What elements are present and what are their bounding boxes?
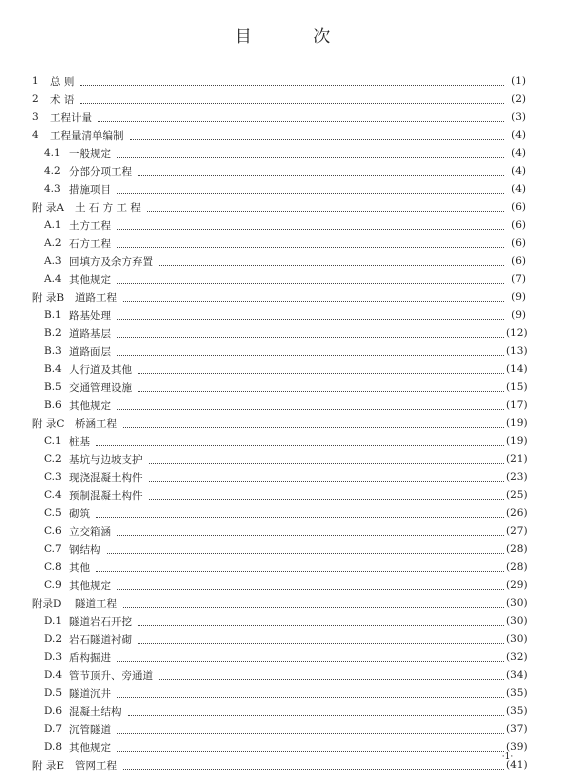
toc-entry-number: D.5 xyxy=(44,687,63,699)
toc-entry[interactable] xyxy=(0,432,565,450)
dot-leader xyxy=(117,192,504,194)
toc-entry-number: C.7 xyxy=(44,543,62,555)
toc-entry-number: 4 xyxy=(32,129,39,141)
toc-entry[interactable] xyxy=(0,288,565,306)
dot-leader xyxy=(117,354,504,356)
dot-leader xyxy=(159,264,504,266)
toc-entry-page: (32) xyxy=(506,651,528,663)
toc-entry-number: B.5 xyxy=(44,381,62,393)
toc-entry-page: (25) xyxy=(506,489,528,501)
toc-entry[interactable] xyxy=(0,234,565,252)
toc-entry[interactable] xyxy=(0,378,565,396)
toc-entry-label: 管网工程 xyxy=(75,759,117,772)
toc-entry[interactable] xyxy=(0,558,565,576)
toc-entry-page: (6) xyxy=(511,255,526,267)
toc-entry[interactable] xyxy=(0,720,565,738)
toc-entry-label: 基坑与边坡支护 xyxy=(69,453,143,466)
dot-leader xyxy=(117,246,504,248)
toc-entry-label: 工程计量 xyxy=(50,111,92,124)
toc-entry-page: (1) xyxy=(511,75,526,87)
toc-entry-label: 桩基 xyxy=(69,435,90,448)
toc-entry-label: 土 石 方 工 程 xyxy=(75,201,141,214)
toc-entry[interactable] xyxy=(0,540,565,558)
toc-entry-label: 回填方及余方弃置 xyxy=(69,255,153,268)
toc-entry-number: C.8 xyxy=(44,561,62,573)
toc-entry-page: (29) xyxy=(506,579,528,591)
toc-entry[interactable] xyxy=(0,666,565,684)
toc-entry-label: 其他规定 xyxy=(69,579,111,592)
dot-leader xyxy=(117,156,504,158)
toc-entry-label: 道路基层 xyxy=(69,327,111,340)
dot-leader xyxy=(98,120,504,122)
toc-entry-page: (30) xyxy=(506,597,528,609)
toc-entry-page: (6) xyxy=(511,219,526,231)
toc-entry-label: 管节顶升、旁通道 xyxy=(69,669,153,682)
dot-leader xyxy=(117,696,504,698)
dot-leader xyxy=(138,372,504,374)
dot-leader xyxy=(117,228,504,230)
dot-leader xyxy=(96,516,504,518)
toc-entry-number: B.4 xyxy=(44,363,62,375)
toc-entry-label: 预制混凝土构件 xyxy=(69,489,143,502)
toc-entry[interactable] xyxy=(0,108,565,126)
toc-entry-label: 道路工程 xyxy=(75,291,117,304)
toc-entry-page: (4) xyxy=(511,129,526,141)
toc-entry-number: 附 录A xyxy=(32,201,64,214)
toc-entry[interactable] xyxy=(0,702,565,720)
dot-leader xyxy=(138,390,504,392)
toc-entry-page: (34) xyxy=(506,669,528,681)
toc-entry[interactable] xyxy=(0,450,565,468)
toc-entry-label: 砌筑 xyxy=(69,507,90,520)
dot-leader xyxy=(138,174,504,176)
toc-entry-number: D.1 xyxy=(44,615,63,627)
toc-entry-page: (28) xyxy=(506,543,528,555)
toc-entry-label: 岩石隧道衬砌 xyxy=(69,633,132,646)
toc-entry[interactable] xyxy=(0,252,565,270)
toc-entry-page: (6) xyxy=(511,237,526,249)
dot-leader xyxy=(117,282,504,284)
toc-entry-page: (7) xyxy=(511,273,526,285)
toc-entry-label: 术 语 xyxy=(50,93,75,106)
toc-entry[interactable] xyxy=(0,468,565,486)
dot-leader xyxy=(117,318,504,320)
dot-leader xyxy=(96,444,504,446)
toc-entry-label: 总 则 xyxy=(50,75,75,88)
toc-entry-number: D.4 xyxy=(44,669,63,681)
toc-entry-page: (39) xyxy=(506,741,528,753)
toc-entry-label: 其他规定 xyxy=(69,399,111,412)
toc-entry-label: 桥涵工程 xyxy=(75,417,117,430)
dot-leader xyxy=(117,588,504,590)
toc-entry-page: (26) xyxy=(506,507,528,519)
toc-entry[interactable] xyxy=(0,396,565,414)
toc-entry-number: 附 录B xyxy=(32,291,65,304)
toc-entry-page: (35) xyxy=(506,705,528,717)
dot-leader xyxy=(80,102,504,104)
toc-entry-page: (35) xyxy=(506,687,528,699)
toc-entry-number: 附 录E xyxy=(32,759,65,772)
toc-entry-page: (3) xyxy=(511,111,526,123)
toc-entry[interactable] xyxy=(0,144,565,162)
toc-entry-page: (27) xyxy=(506,525,528,537)
dot-leader xyxy=(117,732,504,734)
toc-entry-number: 4.1 xyxy=(44,147,61,159)
toc-entry[interactable] xyxy=(0,648,565,666)
toc-entry-number: 4.3 xyxy=(44,183,61,195)
toc-entry-number: C.3 xyxy=(44,471,62,483)
toc-entry-label: 其他规定 xyxy=(69,273,111,286)
toc-entry-label: 石方工程 xyxy=(69,237,111,250)
toc-entry[interactable] xyxy=(0,504,565,522)
toc-entry-number: A.4 xyxy=(44,273,62,285)
toc-entry-page: (9) xyxy=(511,309,526,321)
toc-entry-number: 附 录C xyxy=(32,417,65,430)
toc-entry-label: 其他 xyxy=(69,561,90,574)
toc-entry-label: 一般规定 xyxy=(69,147,111,160)
toc-entry-number: 4.2 xyxy=(44,165,61,177)
toc-entry-page: (17) xyxy=(506,399,528,411)
toc-entry-page: (41) xyxy=(506,759,528,771)
dot-leader xyxy=(128,714,504,716)
toc-entry-label: 隧道岩石开挖 xyxy=(69,615,132,628)
toc-entry-page: (4) xyxy=(511,147,526,159)
toc-entry-number: A.1 xyxy=(44,219,62,231)
toc-entry[interactable] xyxy=(0,216,565,234)
toc-entry[interactable] xyxy=(0,594,565,612)
toc-entry-number: C.6 xyxy=(44,525,62,537)
toc-entry-number: D.8 xyxy=(44,741,63,753)
dot-leader xyxy=(149,480,504,482)
toc-entry-page: (21) xyxy=(506,453,528,465)
toc-entry-page: (19) xyxy=(506,435,528,447)
toc-entry-label: 立交箱涵 xyxy=(69,525,111,538)
toc-entry-page: (9) xyxy=(511,291,526,303)
dot-leader xyxy=(107,552,504,554)
toc-entry-number: 1 xyxy=(32,75,39,87)
toc-entry[interactable] xyxy=(0,90,565,108)
toc-entry-page: (4) xyxy=(511,165,526,177)
toc-entry-label: 工程量清单编制 xyxy=(50,129,124,142)
dot-leader xyxy=(147,210,504,212)
toc-entry-number: C.9 xyxy=(44,579,62,591)
toc-entry-page: (2) xyxy=(511,93,526,105)
toc-entry-page: (6) xyxy=(511,201,526,213)
toc-entry-page: (23) xyxy=(506,471,528,483)
toc-entry-page: (30) xyxy=(506,633,528,645)
toc-entry-page: (13) xyxy=(506,345,528,357)
toc-entry-label: 交通管理设施 xyxy=(69,381,132,394)
toc-entry-number: B.3 xyxy=(44,345,62,357)
toc-entry-number: 2 xyxy=(32,93,39,105)
toc-entry-page: (28) xyxy=(506,561,528,573)
toc-entry-number: D.6 xyxy=(44,705,63,717)
toc-entry-number: A.2 xyxy=(44,237,62,249)
toc-entry-label: 现浇混凝土构件 xyxy=(69,471,143,484)
toc-entry-label: 措施项目 xyxy=(69,183,111,196)
dot-leader xyxy=(117,534,504,536)
toc-entry[interactable] xyxy=(0,612,565,630)
page-number: ·1· xyxy=(501,752,514,762)
toc-entry[interactable] xyxy=(0,72,565,90)
toc-entry-label: 钢结构 xyxy=(69,543,101,556)
toc-entry-label: 隧道沉井 xyxy=(69,687,111,700)
dot-leader xyxy=(96,570,504,572)
toc-entry-number: B.6 xyxy=(44,399,62,411)
toc-entry-page: (15) xyxy=(506,381,528,393)
toc-entry-label: 隧道工程 xyxy=(75,597,117,610)
toc-entry-label: 沉管隧道 xyxy=(69,723,111,736)
toc-entry-page: (12) xyxy=(506,327,528,339)
toc-entry-page: (14) xyxy=(506,363,528,375)
toc-entry-number: D.2 xyxy=(44,633,63,645)
toc-entry-page: (30) xyxy=(506,615,528,627)
toc-entry-label: 其他规定 xyxy=(69,741,111,754)
toc-entry-number: C.2 xyxy=(44,453,62,465)
toc-entry[interactable] xyxy=(0,630,565,648)
toc-entry[interactable] xyxy=(0,576,565,594)
toc-entry-number: B.1 xyxy=(44,309,62,321)
dot-leader xyxy=(117,336,504,338)
toc-entry-page: (4) xyxy=(511,183,526,195)
toc-entry-label: 道路面层 xyxy=(69,345,111,358)
dot-leader xyxy=(149,498,504,500)
dot-leader xyxy=(123,426,504,428)
toc-entry[interactable] xyxy=(0,162,565,180)
dot-leader xyxy=(130,138,504,140)
toc-entry-number: 附录D xyxy=(32,597,62,610)
dot-leader xyxy=(123,300,504,302)
dot-leader xyxy=(80,84,504,86)
toc-entry-label: 混凝土结构 xyxy=(69,705,122,718)
toc-entry-number: B.2 xyxy=(44,327,62,339)
toc-entry-label: 路基处理 xyxy=(69,309,111,322)
dot-leader xyxy=(123,606,504,608)
toc-entry[interactable] xyxy=(0,486,565,504)
toc-entry[interactable] xyxy=(0,198,565,216)
toc-entry[interactable] xyxy=(0,324,565,342)
toc-entry[interactable] xyxy=(0,180,565,198)
page-title: 目 次 xyxy=(234,27,359,47)
toc-entry-number: 3 xyxy=(32,111,39,123)
toc-entry-label: 盾构掘进 xyxy=(69,651,111,664)
dot-leader xyxy=(159,678,504,680)
toc-entry-label: 人行道及其他 xyxy=(69,363,132,376)
toc-entry[interactable] xyxy=(0,126,565,144)
toc-entry[interactable] xyxy=(0,522,565,540)
dot-leader xyxy=(117,408,504,410)
toc-entry[interactable] xyxy=(0,684,565,702)
toc-entry-number: C.5 xyxy=(44,507,62,519)
toc-entry[interactable] xyxy=(0,414,565,432)
toc-entry-number: C.4 xyxy=(44,489,62,501)
toc-entry[interactable] xyxy=(0,360,565,378)
toc-entry-number: A.3 xyxy=(44,255,62,267)
dot-leader xyxy=(138,642,504,644)
dot-leader xyxy=(117,660,504,662)
toc-entry-number: D.3 xyxy=(44,651,63,663)
toc-entry-number: C.1 xyxy=(44,435,62,447)
toc-entry-page: (37) xyxy=(506,723,528,735)
toc-entry-label: 土方工程 xyxy=(69,219,111,232)
toc-entry[interactable] xyxy=(0,306,565,324)
toc-entry[interactable] xyxy=(0,270,565,288)
toc-entry[interactable] xyxy=(0,342,565,360)
toc-entry-number: D.7 xyxy=(44,723,63,735)
toc-entry-page: (19) xyxy=(506,417,528,429)
dot-leader xyxy=(138,624,504,626)
dot-leader xyxy=(149,462,504,464)
toc-entry-label: 分部分项工程 xyxy=(69,165,132,178)
